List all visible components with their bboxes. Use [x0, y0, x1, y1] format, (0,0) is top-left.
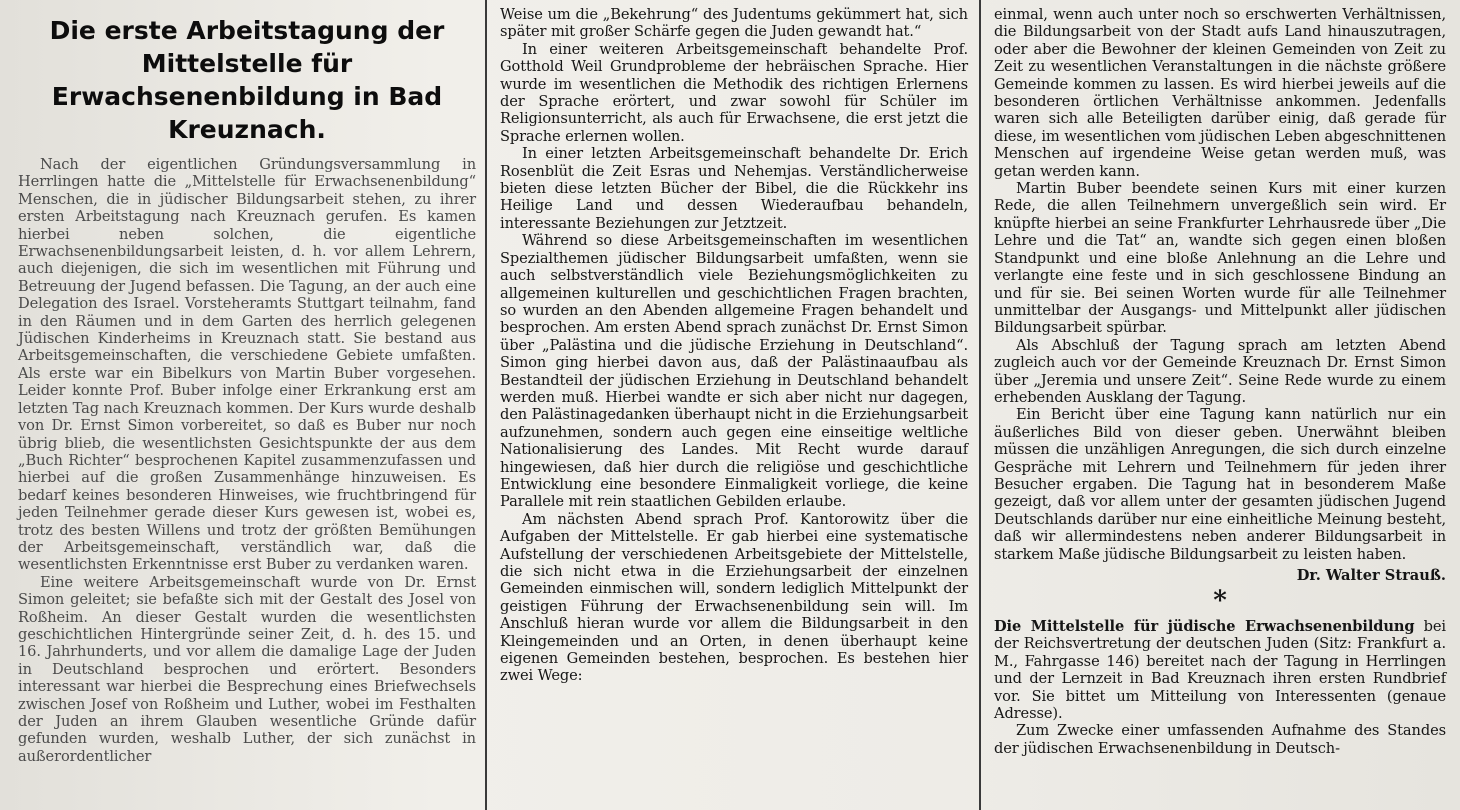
paragraph: In einer weiteren Arbeitsgemeinschaft behandelte Prof. Gotthold Weil Grundprobleme der hebräischen Sprache. Hier wurde im wesentlichen die Methodik des richtigen Erlernens der Sprache erörtert, und zwar sowohl für Schüler im Religionsunterricht, als auch für Erwachsene, die erst jetzt die Sprache erlernen wollen.: [500, 40, 968, 145]
paragraph: einmal, wenn auch unter noch so erschwerten Verhältnissen, die Bildungsarbeit von der Stadt aufs Land hinauszutragen, oder aber die Bewohner der kleinen Gemeinden von Zeit zu Zeit zu wesentlichen Veranstaltungen in die nächste größere Gemeinde kommen zu lassen. Es wird hierbei jeweils auf die besonderen örtlichen Verhältnisse ankommen. Jedenfalls waren sich alle Beteiligten darüber einig, daß gerade für diese, im wesentlichen vom jüdischen Leben abgeschnittenen Menschen auf irgendeine Weise getan werden muß, was getan werden kann.: [994, 6, 1446, 180]
paragraph: Am nächsten Abend sprach Prof. Kantorowitz über die Aufgaben der Mittelstelle. Er gab hierbei eine systematische Aufstellung der verschiedenen Arbeitsgebiete der Mittelstelle, die sich nicht etwa in die Erziehungsarbeit der einzelnen Gemeinden einmischen will, sondern lediglich Mittelpunkt der geistigen Führung der Erwachsenenbildung sein will. Im Anschluß hieran wurde vor allem die Bildungsarbeit in den Kleingemeinden und an Orten, in denen überhaupt keine eigenen Gemeinden bestehen, besprochen. Es bestehen hier zwei Wege:: [500, 510, 968, 685]
article-column-1: [0, 0, 484, 810]
paragraph: Zum Zwecke einer umfassenden Aufnahme des Standes der jüdischen Erwachsenenbildung in Deutsch-: [994, 722, 1446, 757]
paragraph: Nach der eigentlichen Gründungsversammlung in Herrlingen hatte die „Mittelstelle für Erwachsenenbildung“ Menschen, die in jüdischer Bildungsarbeit stehen, zu ihrer ersten Arbeitstagung nach Kreuznach gerufen. Es kamen hierbei neben solchen, die eigentliche Erwachsenenbildungsarbeit leisten, d. h. vor allem Lehrern, auch diejenigen, die sich im wesentlichen mit Führung und Betreuung der Jugend befassen. Die Tagung, an der auch eine Delegation des Israel. Vorsteheramts Stuttgart teilnahm, fand in den Räumen und in dem Garten des herrlich gelegenen Jüdischen Kinderheims in Kreuznach statt. Sie bestand aus Arbeitsgemeinschaften, die verschiedene Gebiete umfaßten. Als erste war ein Bibelkurs von Martin Buber vorgesehen. Leider konnte Prof. Buber infolge einer Erkrankung erst am letzten Tag nach Kreuznach kommen. Der Kurs wurde deshalb von Dr. Ernst Simon vorbereitet, so daß es Buber nur noch übrig blieb, die wesentlichsten Gesichtspunkte der aus dem „Buch Richter“ besprochenen Kapitel zusammenzufassen und hierbei auf die großen Zusammenhänge hinzuweisen. Es bedarf keines besonderen Hinweises, wie fruchtbringend für jeden Teilnehmer gerade dieser Kurs gewesen ist, wobei es, trotz des besten Willens und trotz der größten Bemühungen der Arbeitsgemeinschaft, verständlich war, daß die wesentlichsten Erkenntnisse erst Buber zu verdanken waren.: [18, 156, 476, 574]
paragraph: Ein Bericht über eine Tagung kann natürlich nur ein äußerliches Bild von dieser geben. Unerwähnt bleiben müssen die unzähligen Anregungen, die sich durch einzelne Gespräche mit Lehrern und Teilnehmern für jeden ihrer Besucher ergaben. Die Tagung hat in besonderem Maße gezeigt, daß vor allem unter der gesamten jüdischen Jugend Deutschlands darüber nur eine einheitliche Meinung besteht, daß wir allermindestens neben anderer Bildungsarbeit in starkem Maße jüdische Bildungsarbeit zu leisten haben.: [994, 406, 1446, 563]
paragraph: In einer letzten Arbeitsgemeinschaft behandelte Dr. Erich Rosenblüt die Zeit Esras und Nehemjas. Verständlicherweise bieten diese letzten Bücher der Bibel, die die Rückkehr ins Heilige Land und dessen Wiederaufbau behandeln, interessante Beziehungen zur Jetztzeit.: [500, 145, 968, 232]
article-headline: Die erste Arbeitstagung der Mittelstelle für Erwachsenenbildung in Bad Kreuznach.: [49, 16, 445, 144]
article-column-3: [982, 0, 1460, 810]
notice-body: bei der Reichsvertretung der deutschen Juden (Sitz: Frankfurt a. M., Fahrgasse 146) bereitet nach der Tagung in Herrlingen und der Lernzeit in Bad Kreuznach ihren ersten Rundbrief vor. Sie bittet um Mitteilung von Interessenten (genaue Adresse).: [994, 618, 1447, 723]
paragraph: Eine weitere Arbeitsgemeinschaft wurde von Dr. Ernst Simon geleitet; sie befaßte sich mit der Gestalt des Josel von Roßheim. An dieser Gestalt wurden die wesentlichsten geschichtlichen Hintergründe seiner Zeit, d. h. des 15. und 16. Jahrhunderts, und vor allem die damalige Lage der Juden in Deutschland besprochen und erörtert. Besonders interessant war hierbei die Besprechung eines Briefwechsels zwischen Josef von Roßheim und Luther, wobei im Festhalten der Juden an ihrem Glauben wesentliche Gründe dafür gefunden wurden, weshalb Luther, der sich zunächst in außerordentlicher: [18, 573, 476, 765]
notice-paragraph: [994, 618, 1446, 722]
column-rule: [979, 0, 981, 810]
paragraph: Martin Buber beendete seinen Kurs mit einer kurzen Rede, die allen Teilnehmern unvergeßlich sein wird. Er knüpfte hierbei an seine Frankfurter Lehrhausrede über „Die Lehre und die Tat“ an, wandte sich gegen einen bloßen Standpunkt und eine bloße Anlehnung an die Lehre und verlangte eine feste und in sich geschlossene Bindung an und für sie. Bei seinen Worten wurde für alle Teilnehmer unmittelbar der Ausgangs- und Mittelpunkt aller jüdischen Bildungsarbeit spürbar.: [994, 180, 1446, 337]
notice-lead: Die Mittelstelle für jüdische Erwachsenenbildung: [994, 618, 1415, 635]
paragraph: Weise um die „Bekehrung“ des Judentums gekümmert hat, sich später mit großer Schärfe gegen die Juden gewandt hat.“: [500, 6, 968, 41]
column-rule: [485, 0, 487, 810]
article-column-2: [488, 0, 978, 810]
paragraph: Als Abschluß der Tagung sprach am letzten Abend zugleich auch vor der Gemeinde Kreuznach Dr. Ernst Simon über „Jeremia und unsere Zeit“. Seine Rede wurde zu einem erhebenden Ausklang der Tagung.: [994, 336, 1446, 406]
author-signature: Dr. Walter Strauß.: [1296, 567, 1446, 584]
paragraph: Während so diese Arbeitsgemeinschaften im wesentlichen Spezialthemen jüdischer Bildungsarbeit umfaßten, wenn sie auch selbstverständlich viele Beziehungsmöglichkeiten zu allgemeinen kulturellen und geschichtlichen Fragen brachten, so wurden an den Abenden allgemeine Fragen behandelt und besprochen. Am ersten Abend sprach zunächst Dr. Ernst Simon über „Palästina und die jüdische Erziehung in Deutschland“. Simon ging hierbei davon aus, daß der Palästinaaufbau als Bestandteil der jüdischen Erziehung in Deutschland behandelt werden muß. Hierbei wandte er sich aber nicht nur dagegen, den Palästinagedanken überhaupt nicht in die Erziehungsarbeit aufzunehmen, sondern auch gegen eine einseitige weltliche Nationalisierung des Landes. Mit Recht wurde darauf hingewiesen, daß hier durch die religiöse und geschichtliche Entwicklung eine besondere Einmaligkeit vorliege, die keine Parallele mit rein staatlichen Gebilden erlaube.: [500, 232, 968, 511]
section-separator: *: [1213, 586, 1227, 616]
